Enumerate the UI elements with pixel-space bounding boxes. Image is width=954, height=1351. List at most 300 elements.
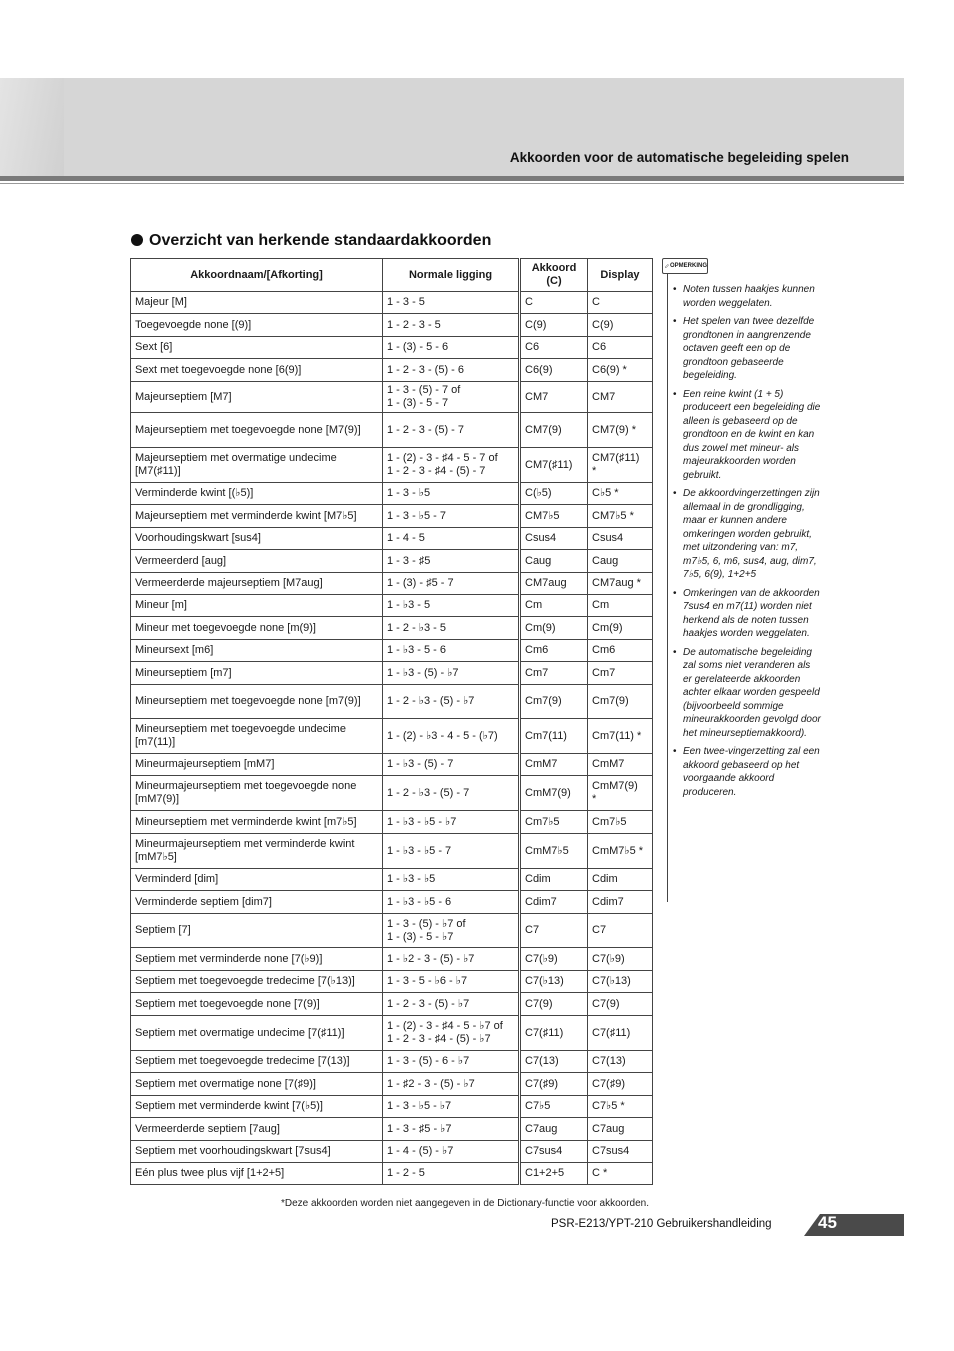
chord-name-cell <box>131 1016 383 1051</box>
cell-text: Vermeerderde majeurseptiem [M7aug] <box>135 577 323 589</box>
cell-text: Sext [6] <box>135 341 173 353</box>
cell-text: C7aug <box>525 1122 558 1135</box>
cell-text: CmM7♭5 <box>525 844 569 857</box>
table-row <box>131 993 653 1016</box>
chord-name-cell <box>131 719 383 754</box>
cell-text: C7(9) <box>525 997 553 1010</box>
cell-text: 1 - 2 - 3 - 5 <box>387 318 441 331</box>
chord-c-cell <box>520 719 588 754</box>
chord-name-cell <box>131 891 383 914</box>
cell-text: CmM7♭5 * <box>592 844 644 857</box>
table-row <box>131 754 653 776</box>
cell-text: CmM7 <box>525 758 558 770</box>
cell-text: Majeurseptiem met toegevoegde none [M7(9)] <box>135 423 361 436</box>
chord-c-cell <box>520 359 588 382</box>
chord-c-cell <box>520 776 588 811</box>
cell-text: CM7(♯11) <box>525 458 573 471</box>
cell-text: Mineurseptiem met toegevoegde none [m7(9)] <box>135 695 361 707</box>
cell-text: C7♭5 <box>525 1100 551 1112</box>
cell-text: Majeurseptiem met verminderde kwint [M7♭5] <box>135 509 357 522</box>
normal-voicing-cell <box>383 292 520 314</box>
cell-text: Septiem met overmatige undecime [7(♯11)] <box>135 1026 345 1039</box>
normal-voicing-cell <box>383 1096 520 1118</box>
cell-text: C7(♭13) <box>592 975 631 987</box>
cell-text: C(♭5) <box>525 487 552 499</box>
display-cell <box>588 719 653 754</box>
chord-name-cell <box>131 413 383 448</box>
cell-text: 1 - 3 - (5) - 6 - ♭7 <box>387 1055 470 1067</box>
chord-name-cell <box>131 292 383 314</box>
display-cell <box>588 314 653 337</box>
column-header-chord-name <box>131 259 383 292</box>
normal-voicing-cell <box>383 754 520 776</box>
display-cell <box>588 1051 653 1073</box>
normal-voicing-cell <box>383 1073 520 1096</box>
table-row <box>131 314 653 337</box>
note-item: • De automatische begeleiding zal soms niet veranderen als er gerelateerde akkoorden achter elkaar worden gespeeld (bijvoorbeeld sommige mineurakkoorden gevolgd door het mineurseptiemakkoord). <box>673 646 821 741</box>
chord-c-cell <box>520 528 588 550</box>
column-header-display <box>588 259 653 292</box>
normal-voicing-cell <box>383 1118 520 1141</box>
cell-text: 1 - ♭3 - ♭5 - 6 <box>387 895 452 908</box>
chord-name-cell <box>131 314 383 337</box>
cell-text: C7sus4 <box>525 1145 563 1157</box>
cell-text: C1+2+5 <box>525 1167 565 1179</box>
chord-name-cell <box>131 595 383 617</box>
chord-c-cell <box>520 869 588 891</box>
note-list <box>673 283 821 804</box>
cell-text: * <box>592 793 597 805</box>
cell-text: 1 - (2) - ♭3 - 4 - 5 - (♭7) <box>387 729 498 742</box>
cell-text: Septiem met toegevoegde tredecime [7(13)] <box>135 1055 350 1067</box>
cell-text: 1 - 2 - ♭3 - 5 <box>387 621 446 634</box>
display-cell <box>588 483 653 505</box>
chord-c-cell <box>520 754 588 776</box>
normal-voicing-cell <box>383 834 520 869</box>
chord-c-cell <box>520 337 588 359</box>
chord-name-cell <box>131 776 383 811</box>
cell-text: Eén plus twee plus vijf [1+2+5] <box>135 1167 285 1179</box>
chord-c-cell <box>520 971 588 993</box>
chord-name-cell <box>131 382 383 413</box>
cell-text: 1 - (2) - 3 - ♯4 - 5 - ♭7 of <box>387 1020 503 1032</box>
chord-name-cell <box>131 869 383 891</box>
cell-text: Septiem met verminderde kwint [7(♭5)] <box>135 1100 323 1112</box>
normal-voicing-cell <box>383 314 520 337</box>
cell-text: CmM7 <box>592 758 625 770</box>
cell-text: 1 - 3 - ♭5 - 7 <box>387 509 446 522</box>
section-title <box>131 232 491 250</box>
chord-c-cell <box>520 505 588 528</box>
table-footnote: *Deze akkoorden worden niet aangegeven in de Dictionary-functie voor akkoorden. <box>280 1198 649 1209</box>
table-row <box>131 505 653 528</box>
chapter-title: Akkoorden voor de automatische begeleiding spelen <box>509 150 849 165</box>
display-cell <box>588 1096 653 1118</box>
column-header-normal-voicing <box>383 259 520 292</box>
chord-c-cell <box>520 948 588 971</box>
cell-text: Mineursext [m6] <box>135 644 214 656</box>
chord-c-cell <box>520 1073 588 1096</box>
cell-text: Septiem met voorhoudingskwart [7sus4] <box>135 1145 331 1157</box>
cell-text: CM7(9) <box>525 423 562 436</box>
table-row <box>131 891 653 914</box>
table-row <box>131 640 653 662</box>
cell-text: Cdim <box>525 873 551 885</box>
chord-c-cell <box>520 891 588 914</box>
cell-text: 1 - (3) - 5 - 6 <box>387 341 449 353</box>
table-row <box>131 1051 653 1073</box>
display-cell <box>588 1016 653 1051</box>
chord-name-cell <box>131 1096 383 1118</box>
display-cell <box>588 573 653 595</box>
cell-text: Vermeerderd [aug] <box>135 554 227 567</box>
normal-voicing-cell <box>383 550 520 573</box>
chord-name-cell <box>131 573 383 595</box>
cell-text: C7sus4 <box>592 1145 630 1157</box>
cell-text: C(9) <box>592 318 614 331</box>
chord-name-cell <box>131 640 383 662</box>
cell-text: Voorhoudingskwart [sus4] <box>135 532 261 544</box>
chord-name-cell <box>131 948 383 971</box>
cell-text: 1 - 2 - 3 - (5) - 7 <box>387 423 465 436</box>
column-header-text: Akkoordnaam/[Afkorting] <box>190 268 323 281</box>
chord-name-cell <box>131 505 383 528</box>
cell-text: 1 - ♭2 - 3 - (5) - ♭7 <box>387 952 475 965</box>
cell-text: Toegevoegde none [(9)] <box>135 318 252 331</box>
cell-text: Csus4 <box>592 532 624 544</box>
cell-text: Caug <box>525 554 552 567</box>
cell-text: CM7 <box>592 390 616 403</box>
cell-text: Cdim7 <box>592 895 624 908</box>
cell-text: 1 - ♭3 - (5) - ♭7 <box>387 666 459 679</box>
cell-text: CM7♭5 * <box>592 509 634 522</box>
table-row <box>131 483 653 505</box>
cell-text: Mineurmajeurseptiem met verminderde kwint [mM7♭5] <box>135 838 355 863</box>
cell-text: Cm7 <box>525 666 549 679</box>
display-cell <box>588 413 653 448</box>
cell-text: Cm <box>525 599 543 611</box>
table-row <box>131 448 653 483</box>
chord-name-cell <box>131 528 383 550</box>
table-row <box>131 528 653 550</box>
table-row <box>131 662 653 685</box>
cell-text: C7(13) <box>592 1055 626 1067</box>
cell-text: 1 - 3 - 5 - ♭6 - ♭7 <box>387 975 468 987</box>
page-number: 45 <box>818 1213 837 1232</box>
cell-text: 1 - 3 - ♯5 <box>387 554 431 567</box>
chord-c-cell <box>520 1118 588 1141</box>
column-header-text: Display <box>600 268 640 281</box>
cell-text: Septiem [7] <box>135 924 191 936</box>
display-cell <box>588 505 653 528</box>
normal-voicing-cell <box>383 914 520 948</box>
cell-text: Sext met toegevoegde none [6(9)] <box>135 363 302 376</box>
table-row <box>131 1141 653 1163</box>
chord-name-cell <box>131 448 383 483</box>
chord-c-cell <box>520 662 588 685</box>
cell-text: CmM7(9) <box>592 780 638 792</box>
display-cell <box>588 640 653 662</box>
chord-c-cell <box>520 834 588 869</box>
cell-text: 1 - 2 - 3 - (5) - 6 <box>387 363 465 376</box>
normal-voicing-cell <box>383 1163 520 1185</box>
cell-text: CM7 <box>525 390 549 403</box>
chord-c-cell <box>520 617 588 640</box>
normal-voicing-cell <box>383 1141 520 1163</box>
table-row <box>131 719 653 754</box>
cell-text: Mineur met toegevoegde none [m(9)] <box>135 621 316 634</box>
table-row <box>131 776 653 811</box>
cell-text: Csus4 <box>525 532 557 544</box>
note-item: • Het spelen van twee dezelfde grondtonen in aangrenzende octaven geeft een op de grondtoon gebaseerde begeleiding. <box>673 315 821 383</box>
table-row <box>131 1073 653 1096</box>
display-cell <box>588 359 653 382</box>
cell-text: 1 - 4 - (5) - ♭7 <box>387 1145 454 1157</box>
chord-name-cell <box>131 617 383 640</box>
cell-text: Cm7(11) * <box>592 729 642 742</box>
cell-text: Cm(9) <box>592 621 623 634</box>
cell-text: 1 - 2 - 5 <box>387 1167 425 1179</box>
cell-text: C♭5 * <box>592 487 619 499</box>
cell-text: Majeurseptiem met overmatige undecime [M7(♯11)] <box>135 452 337 477</box>
chord-c-cell <box>520 914 588 948</box>
cell-text: CM7aug <box>525 577 567 589</box>
chord-name-cell <box>131 1051 383 1073</box>
normal-voicing-cell <box>383 685 520 719</box>
normal-voicing-cell <box>383 505 520 528</box>
chord-table <box>130 258 653 1185</box>
normal-voicing-cell <box>383 573 520 595</box>
cell-text: CM7(9) * <box>592 423 637 436</box>
display-cell <box>588 891 653 914</box>
table-row <box>131 811 653 834</box>
chord-c-cell <box>520 685 588 719</box>
cell-text: 1 - 3 - ♭5 - ♭7 <box>387 1100 452 1112</box>
cell-text: 1 - 2 - 3 - (5) - ♭7 <box>387 997 470 1010</box>
display-cell <box>588 811 653 834</box>
header-band-fold <box>0 78 64 176</box>
normal-voicing-cell <box>383 719 520 754</box>
table-row <box>131 1016 653 1051</box>
chord-c-cell <box>520 1051 588 1073</box>
column-header-text: Normale ligging <box>408 268 493 281</box>
manual-title: PSR-E213/YPT-210 Gebruikershandleiding <box>551 1218 772 1230</box>
header-rule <box>0 176 904 181</box>
cell-text: Septiem met overmatige none [7(♯9)] <box>135 1077 316 1090</box>
table-row <box>131 337 653 359</box>
display-cell <box>588 869 653 891</box>
normal-voicing-cell <box>383 617 520 640</box>
cell-text: 1 - 4 - 5 <box>387 532 425 544</box>
normal-voicing-cell <box>383 528 520 550</box>
cell-text: Cm <box>592 599 610 611</box>
display-cell <box>588 914 653 948</box>
display-cell <box>588 528 653 550</box>
note-item: • Een reine kwint (1 + 5) produceert een begeleiding die alleen is gebaseerd op de grondtoon en de kwint en kan dus zowel met mineur- als majeurakkoorden worden gebruikt. <box>673 388 821 483</box>
cell-text: Cm7♭5 <box>592 815 627 828</box>
cell-text: 1 - 2 - 3 - ♯4 - (5) - ♭7 <box>387 1033 491 1045</box>
chord-c-cell <box>520 483 588 505</box>
normal-voicing-cell <box>383 993 520 1016</box>
cell-text: C(9) <box>525 318 547 331</box>
chord-c-cell <box>520 550 588 573</box>
normal-voicing-cell <box>383 811 520 834</box>
chord-c-cell <box>520 595 588 617</box>
table-row <box>131 948 653 971</box>
cell-text: 1 - 2 - ♭3 - (5) - ♭7 <box>387 695 475 707</box>
display-cell <box>588 595 653 617</box>
cell-text: C7(♯11) <box>525 1026 564 1039</box>
cell-text: Cm6 <box>525 644 549 656</box>
table-row <box>131 292 653 314</box>
cell-text: Majeur [M] <box>135 296 187 308</box>
note-item: • Een twee-vingerzetting zal een akkoord gebaseerd op het voorgaande akkoord produceren. <box>673 745 821 799</box>
chord-c-cell <box>520 1141 588 1163</box>
cell-text: 1 - ♭3 - 5 <box>387 599 431 611</box>
normal-voicing-cell <box>383 382 520 413</box>
cell-text: C7 <box>592 924 607 936</box>
cell-text: 1 - ♭3 - ♭5 - ♭7 <box>387 815 457 828</box>
cell-text: C7 <box>525 924 540 936</box>
display-cell <box>588 382 653 413</box>
cell-text: C * <box>592 1167 608 1179</box>
normal-voicing-cell <box>383 448 520 483</box>
table-row <box>131 685 653 719</box>
section-title-text: Overzicht van herkende standaardakkoorden <box>149 232 492 249</box>
display-cell <box>588 971 653 993</box>
cell-text: 1 - ♭3 - ♭5 <box>387 873 436 885</box>
chord-name-cell <box>131 914 383 948</box>
cell-text: Vermeerderde septiem [7aug] <box>135 1122 280 1135</box>
cell-text: 1 - 3 - ♯5 - ♭7 <box>387 1122 452 1135</box>
table-header-row <box>131 259 653 292</box>
chord-name-cell <box>131 359 383 382</box>
table-row <box>131 834 653 869</box>
table-row <box>131 1096 653 1118</box>
chord-name-cell <box>131 337 383 359</box>
chord-name-cell <box>131 811 383 834</box>
cell-text: Septiem met toegevoegde none [7(9)] <box>135 997 320 1010</box>
chord-c-cell <box>520 413 588 448</box>
cell-text: 1 - 3 - ♭5 <box>387 487 431 499</box>
chord-name-cell <box>131 685 383 719</box>
cell-text: 1 - 2 - 3 - ♯4 - (5) - 7 <box>387 465 486 477</box>
normal-voicing-cell <box>383 948 520 971</box>
chord-c-cell <box>520 292 588 314</box>
cell-text: Cm7 <box>592 666 616 679</box>
chord-name-cell <box>131 754 383 776</box>
chord-name-cell <box>131 483 383 505</box>
cell-text: CmM7(9) <box>525 786 571 799</box>
normal-voicing-cell <box>383 662 520 685</box>
cell-text: 1 - (3) - ♯5 - 7 <box>387 577 454 589</box>
cell-text: C6 <box>592 341 607 353</box>
cell-text: Mineurmajeurseptiem [mM7] <box>135 758 275 770</box>
display-cell <box>588 337 653 359</box>
note-item: • Omkeringen van de akkoorden 7sus4 en m7(11) worden niet herkend als de noten tussen haakjes worden weggelaten. <box>673 587 821 641</box>
cell-text: C <box>592 296 600 308</box>
note-divider <box>667 259 668 902</box>
table-row <box>131 382 653 413</box>
display-cell <box>588 834 653 869</box>
cell-text: C6 <box>525 341 540 353</box>
display-cell <box>588 1163 653 1185</box>
cell-text: Cm7(9) <box>525 695 562 707</box>
table-row <box>131 914 653 948</box>
chord-name-cell <box>131 834 383 869</box>
cell-text: C7(♭13) <box>525 975 564 987</box>
cell-text: 1 - 3 - (5) - ♭7 of <box>387 917 466 930</box>
cell-text: C7(♯9) <box>525 1077 559 1090</box>
chord-c-cell <box>520 1163 588 1185</box>
note-item: • Noten tussen haakjes kunnen worden weggelaten. <box>673 283 821 310</box>
display-cell <box>588 448 653 483</box>
cell-text: 1 - (3) - 5 - ♭7 <box>387 930 454 943</box>
column-header-text: (C) <box>546 275 562 287</box>
display-cell <box>588 1073 653 1096</box>
table-row <box>131 550 653 573</box>
cell-text: 1 - ♯2 - 3 - (5) - ♭7 <box>387 1077 475 1090</box>
chord-name-cell <box>131 1163 383 1185</box>
chord-c-cell <box>520 1096 588 1118</box>
table-row <box>131 869 653 891</box>
cell-text: Cm7(11) <box>525 729 567 742</box>
display-cell <box>588 685 653 719</box>
note-item: • De akkoordvingerzettingen zijn allemaal in de grondligging, maar er kunnen andere omkeringen worden gebruikt, met uitzondering van: m7, m7♭5, 6, m6, sus4, aug, dim7, 7♭5, 6(9), 1+2+5 <box>673 487 821 582</box>
cell-text: C7(13) <box>525 1055 559 1067</box>
cell-text: C7♭5 * <box>592 1100 625 1112</box>
cell-text: Mineur [m] <box>135 599 187 611</box>
table-row <box>131 413 653 448</box>
cell-text: 1 - 2 - ♭3 - (5) - 7 <box>387 786 470 799</box>
display-cell <box>588 993 653 1016</box>
table-row <box>131 359 653 382</box>
display-cell <box>588 776 653 811</box>
bullet-icon <box>131 234 143 246</box>
normal-voicing-cell <box>383 640 520 662</box>
normal-voicing-cell <box>383 413 520 448</box>
cell-text: C7(♯9) <box>592 1077 626 1090</box>
chord-name-cell <box>131 550 383 573</box>
table-row <box>131 595 653 617</box>
note-badge-label: OPMERKING <box>669 263 707 269</box>
cell-text: C7(♭9) <box>592 952 625 965</box>
cell-text: Mineurmajeurseptiem met toegevoegde none [mM7(9)] <box>135 780 357 805</box>
cell-text: C6(9) <box>525 363 553 376</box>
cell-text: Mineurseptiem [m7] <box>135 666 232 679</box>
cell-text: 1 - ♭3 - ♭5 - 7 <box>387 844 452 857</box>
cell-text: Majeurseptiem [M7] <box>135 390 232 403</box>
cell-text: Verminderd [dim] <box>135 873 219 885</box>
cell-text: Cdim <box>592 873 618 885</box>
pencil-icon <box>665 262 669 270</box>
display-cell <box>588 550 653 573</box>
cell-text: C <box>525 296 533 308</box>
cell-text: * <box>592 465 597 477</box>
column-header-chord-c <box>520 259 588 292</box>
chord-c-cell <box>520 314 588 337</box>
cell-text: Cm(9) <box>525 621 556 634</box>
normal-voicing-cell <box>383 1051 520 1073</box>
cell-text: Caug <box>592 554 619 567</box>
cell-text: Cdim7 <box>525 895 557 908</box>
cell-text: 1 - 3 - (5) - 7 of <box>387 384 461 396</box>
normal-voicing-cell <box>383 869 520 891</box>
chord-name-cell <box>131 1118 383 1141</box>
table-row <box>131 971 653 993</box>
display-cell <box>588 1141 653 1163</box>
chord-name-cell <box>131 993 383 1016</box>
